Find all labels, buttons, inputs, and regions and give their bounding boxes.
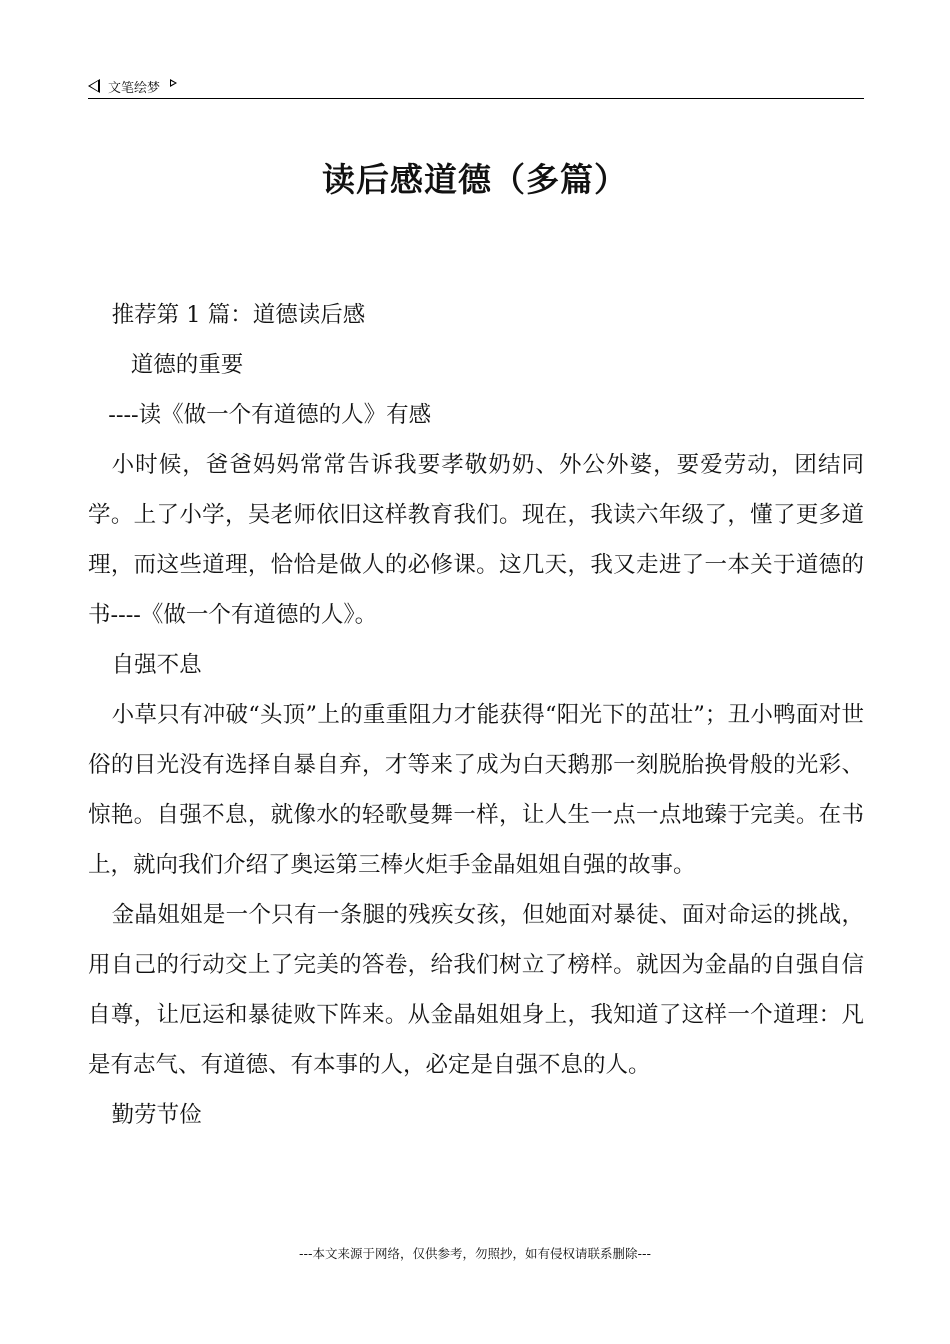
body-paragraph: 小草只有冲破“头顶”上的重重阻力才能获得“阳光下的茁壮”；丑小鸭面对世俗的目光没有选择自暴自弃，才等来了成为白天鹅那一刻脱胎换骨般的光彩、惊艳。自强不息，就像水的轻歌曼舞一样，让人生一点一点地臻于完美。在书上，就向我们介绍了奥运第三棒火炬手金晶姐姐自强的故事。 bbox=[88, 702, 864, 878]
document-body bbox=[88, 290, 864, 1140]
header-brand: 文笔绘梦 bbox=[108, 80, 161, 96]
triangle-right-icon bbox=[170, 79, 177, 87]
essay-subtitle: ----读《做一个有道德的人》有感 bbox=[108, 402, 432, 428]
page-footer: ---本文来源于网络，仅供参考，勿照抄，如有侵权请联系删除--- bbox=[298, 1246, 652, 1261]
page-header bbox=[88, 74, 864, 99]
section-heading-recommend: 推荐第 1 篇：道德读后感 bbox=[111, 302, 366, 328]
subheading-diligence: 勤劳节俭 bbox=[111, 1102, 202, 1128]
triangle-left-icon bbox=[88, 79, 100, 93]
subheading-self-improvement: 自强不息 bbox=[111, 652, 202, 678]
body-paragraph: 小时候，爸爸妈妈常常告诉我要孝敬奶奶、外公外婆，要爱劳动，团结同学。上了小学，吴老师依旧这样教育我们。现在，我读六年级了，懂了更多道理，而这些道理，恰恰是做人的必修课。这几天，我又走进了一本关于道德的书----《做一个有道德的人》。 bbox=[88, 452, 864, 628]
body-paragraph: 金晶姐姐是一个只有一条腿的残疾女孩，但她面对暴徒、面对命运的挑战，用自己的行动交上了完美的答卷，给我们树立了榜样。就因为金晶的自强自信自尊，让厄运和暴徒败下阵来。从金晶姐姐身上，我知道了这样一个道理：凡是有志气、有道德、有本事的人，必定是自强不息的人。 bbox=[88, 902, 864, 1078]
essay-title: 道德的重要 bbox=[130, 352, 244, 378]
document-title: 读后感道德（多篇） bbox=[322, 160, 628, 199]
